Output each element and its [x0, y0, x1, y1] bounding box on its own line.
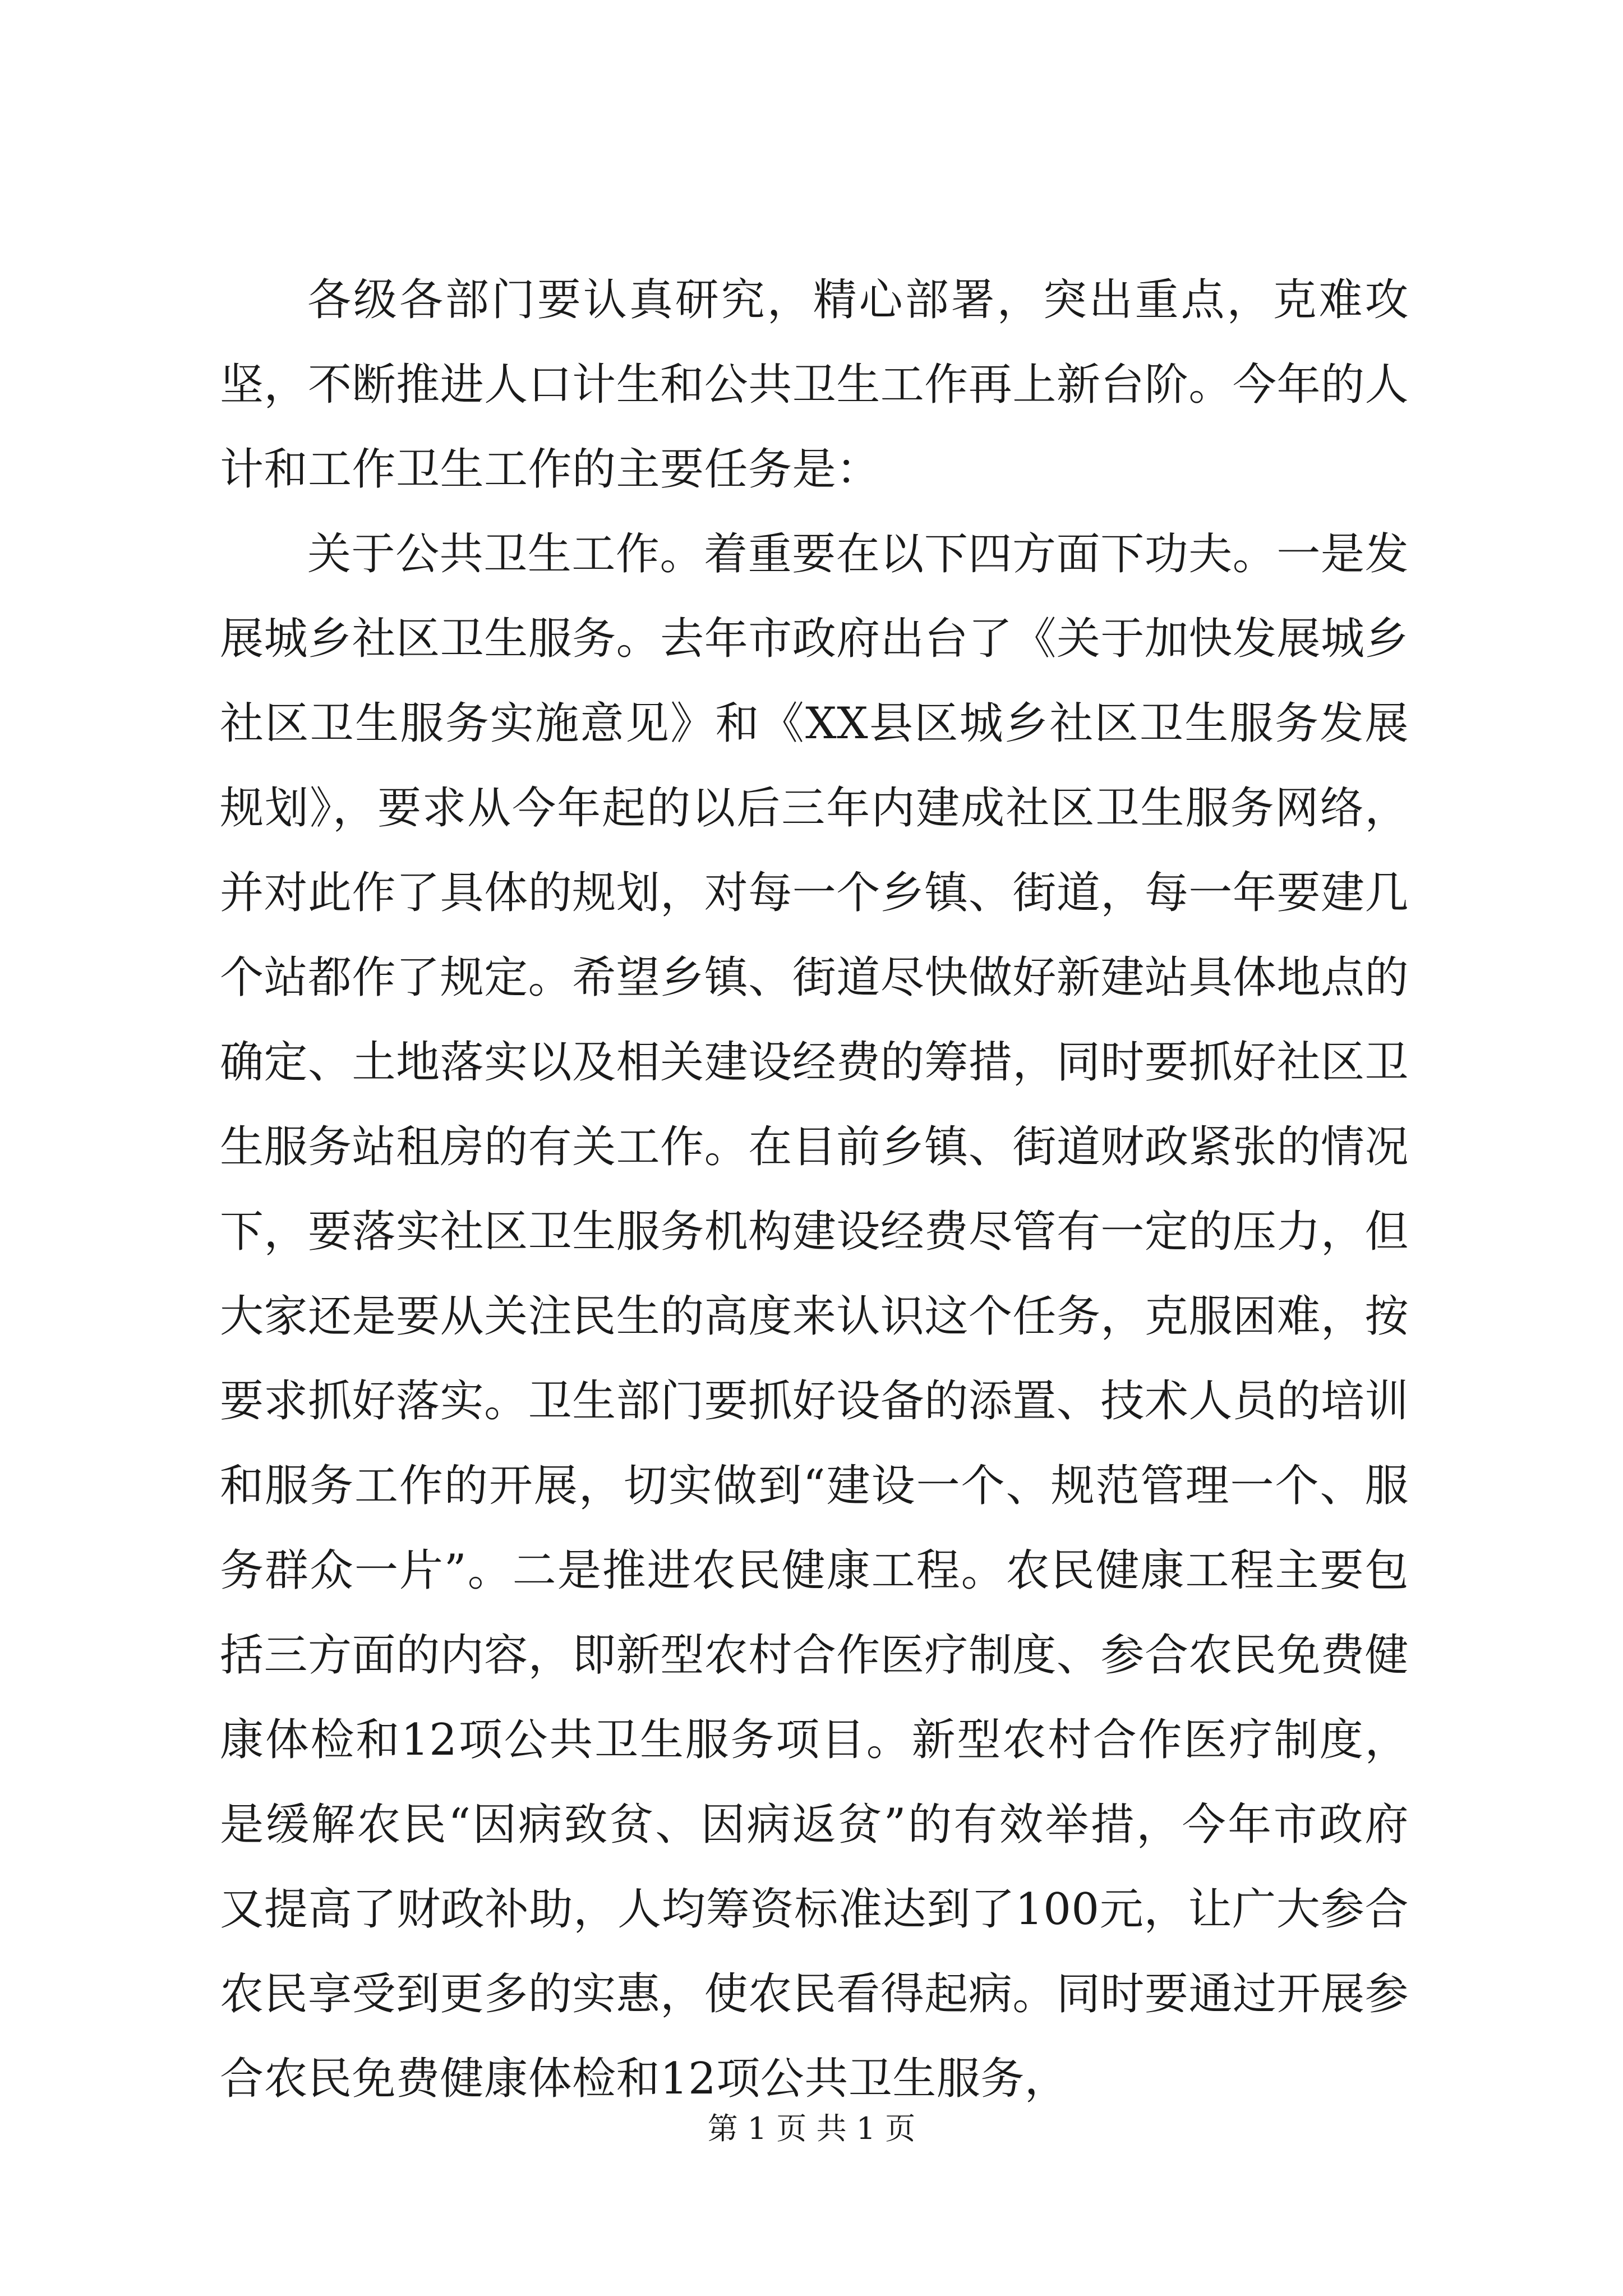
paragraph-intro: 各级各部门要认真研究，精心部署，突出重点，克难攻坚，不断推进人口计生和公共卫生工作再上新台阶。今年的人计和工作卫生工作的主要任务是：: [220, 275, 1409, 495]
paragraph-public-health: 关于公共卫生工作。着重要在以下四方面下功夫。一是发展城乡社区卫生服务。去年市政府出台了《关于加快发展城乡社区卫生服务实施意见》和《XX县区城乡社区卫生服务发展规划》，要求从今年起的以后三年内建成社区卫生服务网络，并对此作了具体的规划，对每一个乡镇、街道，每一年要建几个站都作了规定。希望乡镇、街道尽快做好新建站具体地点的确定、土地落实以及相关建设经费的筹措，同时要抓好社区卫生服务站租房的有关工作。在目前乡镇、街道财政紧张的情况下，要落实社区卫生服务机构建设经费尽管有一定的压力，但大家还是要从关注民生的高度来认识这个任务，克服困难，按要求抓好落实。卫生部门要抓好设备的添置、技术人员的培训和服务工作的开展，切实做到“建设一个、规范管理一个、服务群众一片”。二是推进农民健康工程。农民健康工程主要包括三方面的内容，即新型农村合作医疗制度、参合农民免费健康体检和12项公共卫生服务项目。新型农村合作医疗制度，是缓解农民“因病致贫、因病返贫”的有效举措，今年市政府又提高了财政补助，人均筹资标准达到了100元，让广大参合农民享受到更多的实惠，使农民看得起病。同时要通过开展参合农民免费健康体检和12项公共卫生服务，: [220, 529, 1409, 2104]
page-footer: 第 1 页 共 1 页: [707, 2111, 916, 2146]
document-body: [220, 258, 1409, 2122]
